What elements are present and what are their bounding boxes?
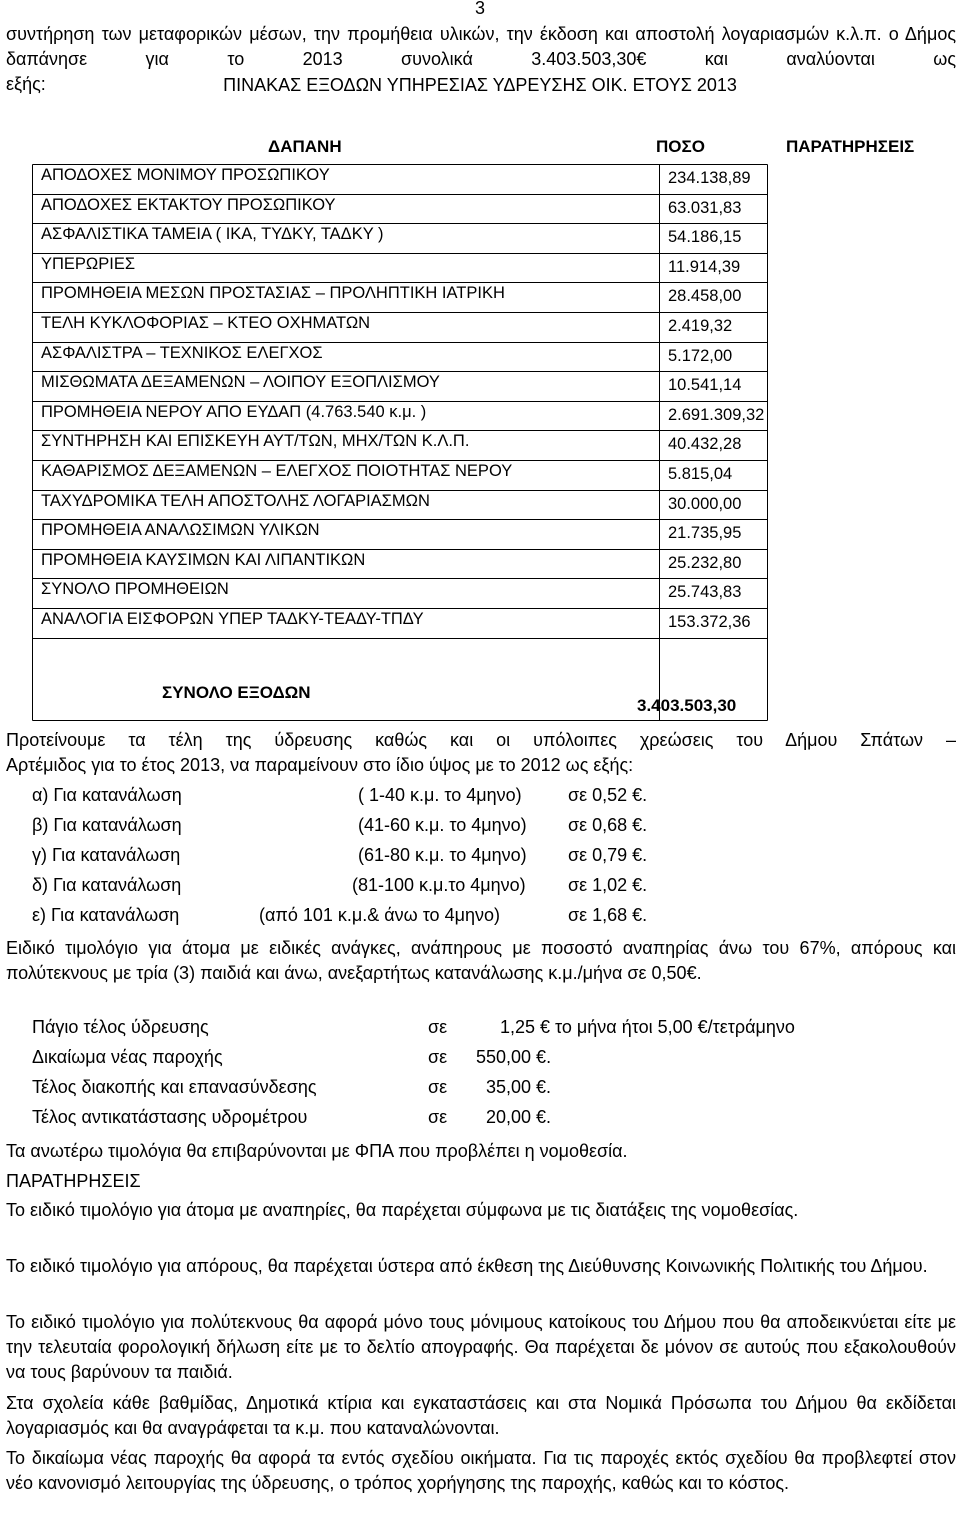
consumption-range: (από 101 κ.μ.& άνω το 4μηνο) xyxy=(259,905,500,925)
fee-amount: 35,00 €. xyxy=(486,1077,552,1097)
remark-1: Το ειδικό τιμολόγιο για άτομα με αναπηρίες, θα παρέχεται σύμφωνα με τις διατάξεις της νομοθεσίας. xyxy=(6,1200,799,1220)
fee-se: σε xyxy=(428,1017,448,1037)
fee-label: Δικαίωμα νέας παροχής xyxy=(32,1047,223,1067)
consumption-price: σε 1,02 €. xyxy=(568,875,648,895)
consumption-range: (81-100 κ.μ.το 4μηνο) xyxy=(352,875,526,895)
page-number: 3 xyxy=(474,0,485,18)
row-value: 11.914,39 xyxy=(668,257,741,276)
table-row xyxy=(32,223,767,251)
remark-4: Στα σχολεία κάθε βαθμίδας, Δημοτικά κτίρια και εγκαταστάσεις και στα Νομικά Πρόσωπα του Δήμου θα εκδίδεται λογαριασμός και θα αναγράφεται τα κ.μ. που καταναλώνονται. xyxy=(6,1393,956,1438)
fee-se: σε xyxy=(428,1077,448,1097)
row-label: ΑΝΑΛΟΓΙΑ ΕΙΣΦΟΡΩΝ ΥΠΕΡ ΤΑΔΚΥ-ΤΕΑΔΥ-ΤΠΔΥ xyxy=(41,610,424,628)
row-label: ΑΣΦΑΛΙΣΤΡΑ – ΤΕΧΝΙΚΟΣ ΕΛΕΓΧΟΣ xyxy=(41,343,323,362)
proposal-paragraph xyxy=(6,728,956,778)
remark-5: Το δικαίωμα νέας παροχής θα αφορά τα εντός σχεδίου οικήματα. Για τις παροχές εκτός σχεδίου θα προβλεφτεί στον νέο κανονισμό λειτουργίας της ύδρευσης, ο τρόπος χορήγησης της παροχής, καθώς και το κόστος. xyxy=(6,1448,956,1493)
remark-2: Το ειδικό τιμολόγιο για απόρους, θα παρέχεται ύστερα από έκθεση της Διεύθυνσης Κοινωνικής Πολιτικής του Δήμου. xyxy=(6,1256,928,1276)
consumption-label: β) Για κατανάλωση xyxy=(32,815,182,835)
table-row xyxy=(32,608,767,636)
row-value: 234.138,89 xyxy=(668,169,751,187)
table-row xyxy=(32,430,767,458)
header-expense: ΔΑΠΑΝΗ xyxy=(268,137,342,156)
row-label: ΤΕΛΗ ΚΥΚΛΟΦΟΡΙΑΣ – ΚΤΕΟ ΟΧΗΜΑΤΩΝ xyxy=(41,314,371,332)
row-value: 153.372,36 xyxy=(668,613,751,631)
fee-se: σε xyxy=(428,1107,448,1127)
row-label: ΠΡΟΜΗΘΕΙΑ ΑΝΑΛΩΣΙΜΩΝ ΥΛΙΚΩΝ xyxy=(41,521,320,540)
fee-label: Τέλος διακοπής και επανασύνδεσης xyxy=(32,1077,317,1097)
table-row xyxy=(32,342,767,370)
row-label: ΠΡΟΜΗΘΕΙΑ ΚΑΥΣΙΜΩΝ ΚΑΙ ΛΙΠΑΝΤΙΚΩΝ xyxy=(41,550,366,569)
consumption-price: σε 0,52 €. xyxy=(568,785,648,805)
vat-note: Τα ανωτέρω τιμολόγια θα επιβαρύνονται με ΦΠΑ που προβλέπει η νομοθεσία. xyxy=(6,1141,628,1161)
row-value: 10.541,14 xyxy=(668,376,742,395)
row-label: ΠΡΟΜΗΘΕΙΑ ΝΕΡΟΥ ΑΠΟ ΕΥΔΑΠ (4.763.540 κ.μ. ) xyxy=(41,402,427,421)
table-row xyxy=(32,401,767,429)
table-row xyxy=(32,460,767,488)
consumption-range: (61-80 κ.μ. το 4μηνο) xyxy=(358,845,527,865)
row-value: 54.186,15 xyxy=(668,228,742,247)
row-label: ΣΥΝΤΗΡΗΣΗ ΚΑΙ ΕΠΙΣΚΕΥΗ ΑΥΤ/ΤΩΝ, ΜΗΧ/ΤΩΝ Κ.Λ.Π. xyxy=(41,432,470,451)
row-label: ΥΠΕΡΩΡΙΕΣ xyxy=(41,254,136,273)
table-row xyxy=(32,519,767,547)
row-value: 40.432,28 xyxy=(668,435,742,454)
row-label: ΠΡΟΜΗΘΕΙΑ ΜΕΣΩΝ ΠΡΟΣΤΑΣΙΑΣ – ΠΡΟΛΗΠΤΙΚΗ ΙΑΤΡΙΚΗ xyxy=(41,284,505,303)
total-value: 3.403.503,30 xyxy=(637,696,737,715)
header-amount: ΠΟΣΟ xyxy=(656,137,705,156)
row-value: 21.735,95 xyxy=(668,524,742,543)
intro-line-2: εξής: xyxy=(6,74,46,94)
total-label: ΣΥΝΟΛΟ ΕΞΟΔΩΝ xyxy=(162,683,311,702)
header-remarks: ΠΑΡΑΤΗΡΗΣΕΙΣ xyxy=(786,137,915,156)
table-row xyxy=(32,371,767,399)
proposal-line-1: Προτείνουμε τα τέλη της ύδρευσης καθώς και οι υπόλοιπες χρεώσεις του Δήμου Σπάτων – xyxy=(6,730,956,750)
row-value: 25.743,83 xyxy=(668,583,742,602)
remarks-heading: ΠΑΡΑΤΗΡΗΣΕΙΣ xyxy=(6,1171,141,1191)
row-value: 5.815,04 xyxy=(668,465,733,483)
row-value: 30.000,00 xyxy=(668,494,742,513)
fee-se: σε xyxy=(428,1047,448,1067)
row-value: 25.232,80 xyxy=(668,553,742,572)
table-row xyxy=(32,164,767,192)
consumption-label: δ) Για κατανάλωση xyxy=(32,875,182,895)
row-value: 2.419,32 xyxy=(668,317,733,335)
table-row xyxy=(32,312,767,340)
remark-3: Το ειδικό τιμολόγιο για πολύτεκνους θα αφορά μόνο τους μόνιμους κατοίκους του Δήμου που θα αποδεικνύεται είτε με την τελευταία φορολογική δήλωση είτε με το δελτίο απογραφής. Θα παρέχεται δε μόνον σε αυτούς που εξακολουθούν να τους βαρύνουν τα παιδιά. xyxy=(6,1312,956,1382)
table-row xyxy=(32,253,767,281)
fee-amount: 550,00 €. xyxy=(476,1047,552,1067)
row-value: 5.172,00 xyxy=(668,346,733,365)
consumption-label: α) Για κατανάλωση xyxy=(32,785,182,805)
row-label: ΑΣΦΑΛΙΣΤΙΚΑ ΤΑΜΕΙΑ ( ΙΚΑ, ΤΥΔΚΥ, ΤΑΔΚΥ ) xyxy=(41,225,384,244)
fee-amount: 1,25 € το μήνα ήτοι 5,00 €/τετράμηνο xyxy=(500,1017,795,1037)
consumption-range: ( 1-40 κ.μ. το 4μηνο) xyxy=(358,785,522,805)
fee-amount: 20,00 €. xyxy=(486,1107,552,1127)
fee-label: Τέλος αντικατάστασης υδρομέτρου xyxy=(32,1107,308,1127)
table-row xyxy=(32,282,767,310)
consumption-price: σε 1,68 €. xyxy=(568,905,648,925)
intro-line-1: συντήρηση των μεταφορικών μέσων, την προμήθεια υλικών, την έκδοση και αποστολή λογαριασμών κ.λ.π. ο Δήμος δαπάνησε για το 2013 συνολικά 3.403.503,30€ και αναλύονται ως xyxy=(6,24,956,69)
table-row xyxy=(32,194,767,222)
consumption-price: σε 0,68 €. xyxy=(568,815,648,835)
special-tariff-paragraph: Ειδικό τιμολόγιο για άτομα με ειδικές ανάγκες, ανάπηρους με ποσοστό αναπηρίας άνω του 67%, απόρους και πολύτεκνους με τρία (3) παιδιά και άνω, ανεξαρτήτως κατανάλωσης κ.μ./μήνα σε 0,50€. xyxy=(6,938,956,983)
table-title: ΠΙΝΑΚΑΣ ΕΞΟΔΩΝ ΥΠΗΡΕΣΙΑΣ ΥΔΡΕΥΣΗΣ ΟΙΚ. ΕΤΟΥΣ 2013 xyxy=(223,75,737,95)
row-value: 63.031,83 xyxy=(668,198,742,217)
row-value: 28.458,00 xyxy=(668,287,742,306)
consumption-price: σε 0,79 €. xyxy=(568,845,648,865)
fee-label: Πάγιο τέλος ύδρευσης xyxy=(32,1017,209,1037)
consumption-label: γ) Για κατανάλωση xyxy=(32,845,181,865)
row-label: ΑΠΟΔΟΧΕΣ ΜΟΝΙΜΟΥ ΠΡΟΣΩΠΙΚΟΥ xyxy=(41,166,330,184)
row-label: ΜΙΣΘΩΜΑΤΑ ΔΕΞΑΜΕΝΩΝ – ΛΟΙΠΟΥ ΕΞΟΠΛΙΣΜΟΥ xyxy=(41,373,440,392)
table-row xyxy=(32,490,767,518)
table-row xyxy=(32,549,767,577)
row-value: 2.691.309,32 xyxy=(668,405,765,424)
row-label: ΣΥΝΟΛΟ ΠΡΟΜΗΘΕΙΩΝ xyxy=(41,580,229,599)
consumption-range: (41-60 κ.μ. το 4μηνο) xyxy=(358,815,527,835)
proposal-line-2: Αρτέμιδος για το έτος 2013, να παραμείνουν στο ίδιο ύψος με το 2012 ως εξής: xyxy=(6,755,634,775)
row-label: ΚΑΘΑΡΙΣΜΟΣ ΔΕΞΑΜΕΝΩΝ – ΕΛΕΓΧΟΣ ΠΟΙΟΤΗΤΑΣ ΝΕΡΟΥ xyxy=(41,462,513,480)
row-label: ΑΠΟΔΟΧΕΣ ΕΚΤΑΚΤΟΥ ΠΡΟΣΩΠΙΚΟΥ xyxy=(41,195,336,214)
consumption-label: ε) Για κατανάλωση xyxy=(32,905,180,925)
table-row xyxy=(32,578,767,606)
row-label: ΤΑΧΥΔΡΟΜΙΚΑ ΤΕΛΗ ΑΠΟΣΤΟΛΗΣ ΛΟΓΑΡΙΑΣΜΩΝ xyxy=(41,491,430,510)
